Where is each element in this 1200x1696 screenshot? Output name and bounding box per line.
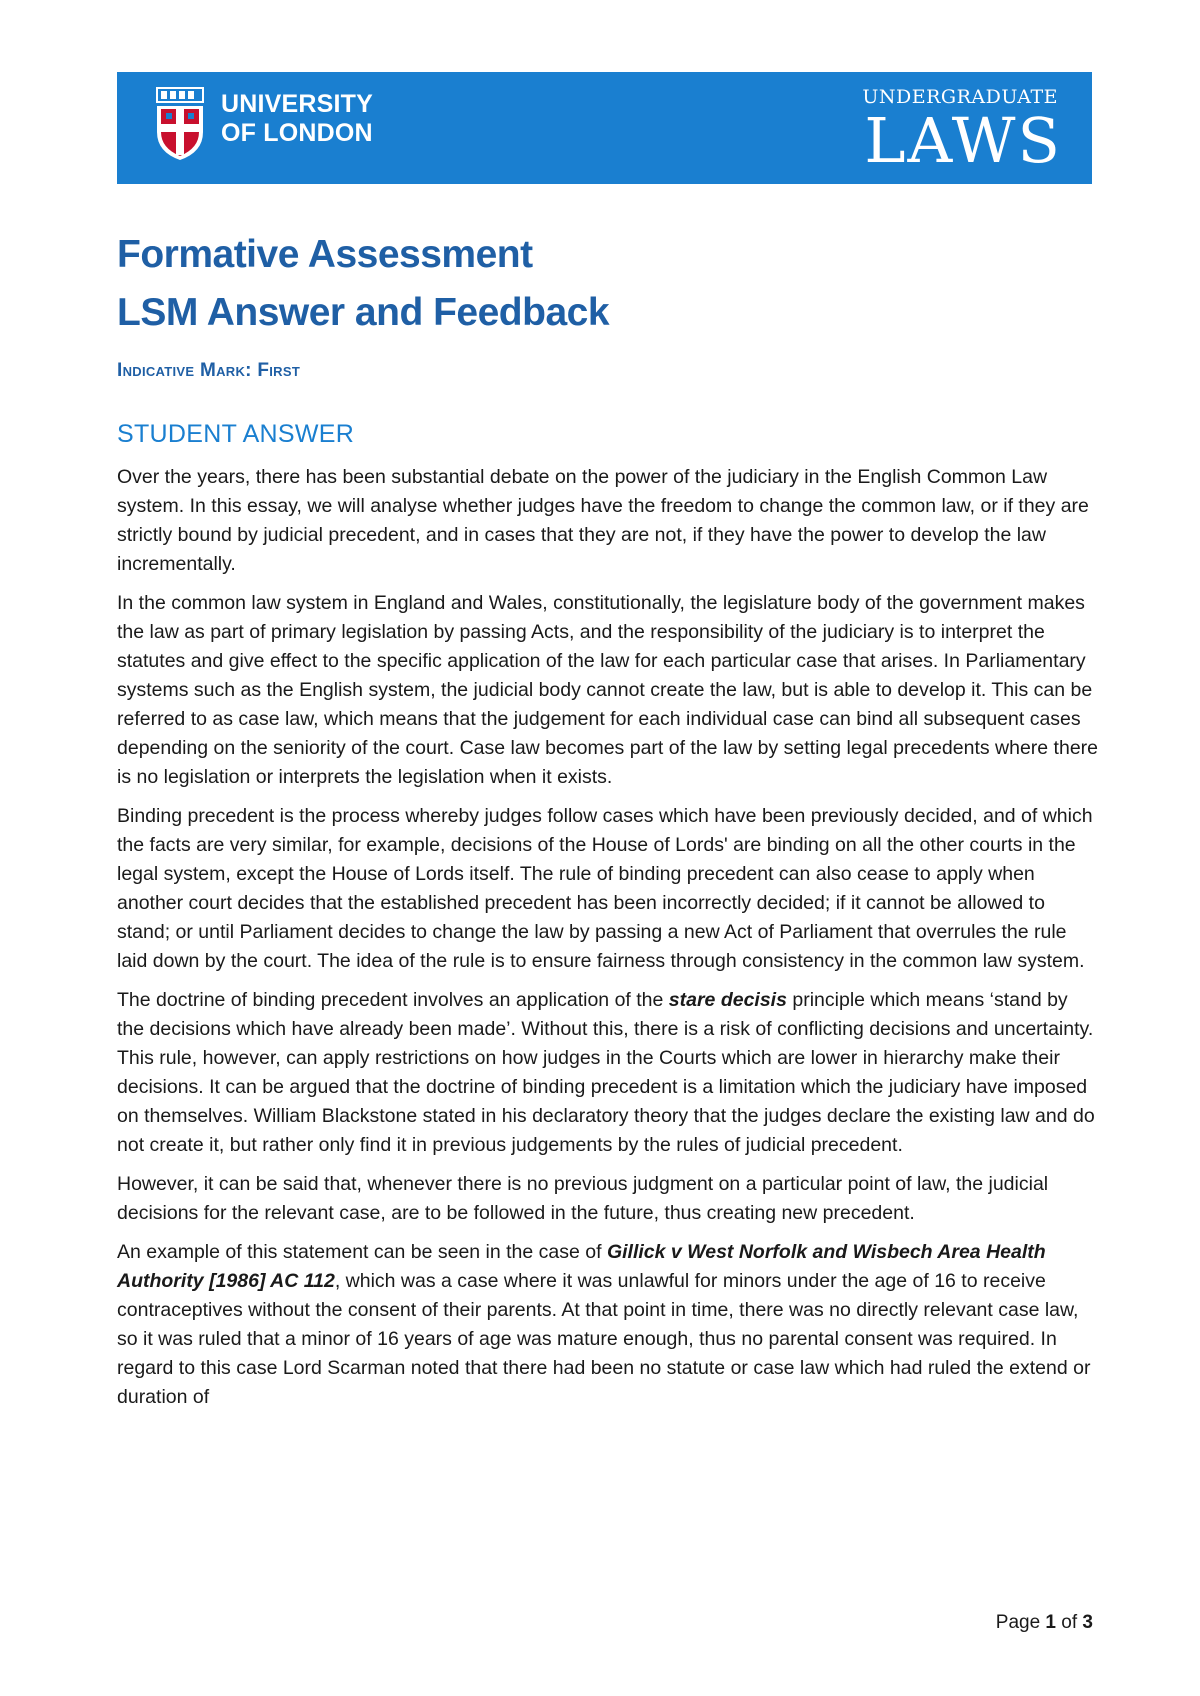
university-crest-icon — [153, 86, 207, 162]
paragraph-2: In the common law system in England and Wales, constitutionally, the legislature body of the government makes the law as part of primary legislation by passing Acts, and the responsibility of the judiciary is to interpret the statutes and give effect to the specific application of the law for each particular case that arises. In Parliamentary systems such as the English system, the judicial body cannot create the law, but is able to develop it. This can be referred to as case law, which means that the judgement for each individual case can bind all subsequent cases depending on the seniority of the court. Case law becomes part of the law by setting legal precedents where there is no legislation or interprets the legislation when it exists. — [117, 592, 1098, 788]
paragraph-3: Binding precedent is the process whereby judges follow cases which have been previously decided, and of which the facts are very similar, for example, decisions of the House of Lords' are binding on all the other courts in the legal system, except the House of Lords itself. The rule of binding precedent can also cease to apply when another court decides that the established precedent has been incorrectly decided; if it cannot be allowed to stand; or until Parliament decides to change the law by passing a new Act of Parliament that overrules the rule laid down by the court. The idea of the rule is to ensure fairness through consistency in the common law system. — [117, 805, 1093, 972]
paragraph-4-text-a: The doctrine of binding precedent involves an application of the — [117, 989, 669, 1011]
paragraph-1: Over the years, there has been substantial debate on the power of the judiciary in the English Common Law system. In this essay, we will analyse whether judges have the freedom to change the common law, or if they are strictly bound by judicial precedent, and in cases that they are not, if they have the power to develop the law incrementally. — [117, 466, 1089, 575]
page-total: 3 — [1082, 1612, 1093, 1633]
page-number — [996, 1612, 1093, 1634]
paragraph-4 — [117, 986, 1099, 1160]
paragraph-6-text-b: , which was a case where it was unlawful for minors under the age of 16 to receive contraceptives without the consent of their parents. At that point in time, there was no directly relevant case law, so it was ruled that a minor of 16 years of age was mature enough, thus no parental consent was required. In regard to this case Lord Scarman noted that there had been no statute or case law which had ruled the extend or duration of — [117, 1270, 1091, 1408]
page-current: 1 — [1045, 1612, 1056, 1633]
programme-large-label: LAWS — [864, 104, 1062, 177]
indicative-mark: Indicative Mark: First — [117, 360, 301, 381]
university-name-line1: UNIVERSITY — [221, 90, 374, 118]
essay-body — [117, 463, 1099, 1422]
page-word: Page — [995, 1612, 1041, 1633]
paragraph-6 — [117, 1238, 1099, 1412]
section-heading: STUDENT ANSWER — [117, 420, 355, 448]
case-citation: Gillick v West Norfolk and Wisbech Area Health Authority [1986] AC 112 — [117, 1241, 1046, 1292]
paragraph-4-text-b: principle which means ‘stand by the decisions which have already been made’. Without this, there is a risk of conflicting decisions and uncertainty. This rule, however, can apply restrictions on how judges in the Courts which are lower in hierarchy make their decisions. It can be argued that the doctrine of binding precedent is a limitation which the judiciary have imposed on themselves. William Blackstone stated in his declaratory theory that the judges declare the existing law and do not create it, but rather only find it in previous judgements by the rules of judicial precedent. — [117, 989, 1095, 1156]
page-title-line1: Formative Assessment — [117, 233, 533, 276]
paragraph-6-text-a: An example of this statement can be seen in the case of — [117, 1241, 607, 1263]
of-word: of — [1061, 1612, 1078, 1633]
header-banner — [117, 72, 1092, 184]
university-name — [221, 90, 373, 148]
paragraph-5: However, it can be said that, whenever there is no previous judgment on a particular point of law, the judicial decisions for the relevant case, are to be followed in the future, thus creating new precedent. — [117, 1173, 1049, 1224]
page-title — [117, 226, 609, 342]
university-name-line2: OF LONDON — [221, 119, 373, 147]
page-title-line2: LSM Answer and Feedback — [117, 291, 610, 334]
programme-small-label: UNDERGRADUATE — [862, 86, 1058, 108]
stare-decisis-emphasis: stare decisis — [668, 989, 787, 1011]
